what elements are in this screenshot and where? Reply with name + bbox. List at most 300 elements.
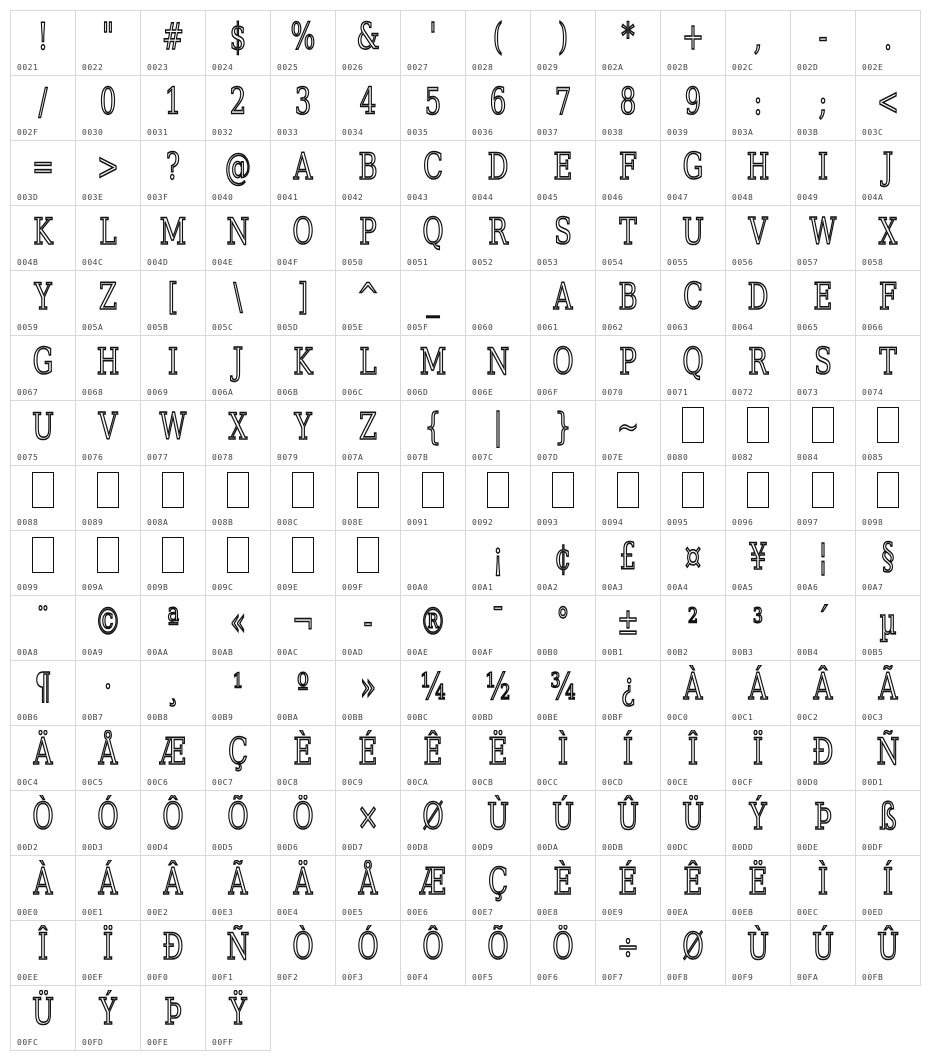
glyph-cell — [271, 661, 336, 726]
glyph-sample: Î — [687, 732, 699, 773]
glyph-code-label: 0080 — [667, 453, 689, 462]
glyph-code-label: 00C2 — [797, 713, 819, 722]
glyph-sample: ¡ — [492, 537, 504, 578]
glyph-cell — [271, 726, 336, 791]
glyph-code-label: 00E4 — [277, 908, 299, 917]
glyph-sample: ) — [557, 17, 569, 58]
glyph-code-label: 00CD — [602, 778, 624, 787]
missing-glyph-box-icon — [877, 407, 899, 443]
glyph-cell — [336, 791, 401, 856]
glyph-cell — [466, 531, 531, 596]
glyph-sample: Ï — [102, 927, 114, 968]
glyph-sample: º — [296, 667, 310, 708]
glyph-cell — [596, 336, 661, 401]
glyph-sample: ° — [556, 602, 570, 643]
glyph-sample: E — [813, 277, 833, 318]
glyph-cell — [726, 206, 791, 271]
glyph-sample: > — [97, 147, 119, 188]
glyph-sample: ' — [429, 17, 437, 58]
glyph-cell — [466, 141, 531, 206]
glyph-code-label: 00A2 — [537, 583, 559, 592]
glyph-sample: = — [32, 147, 54, 188]
glyph-sample: Y — [294, 407, 312, 448]
glyph-sample: ± — [617, 602, 639, 643]
glyph-code-label: 0023 — [147, 63, 169, 72]
glyph-code-label: 0082 — [732, 453, 754, 462]
glyph-code-label: 0061 — [537, 323, 559, 332]
glyph-cell — [726, 141, 791, 206]
glyph-sample: Ò — [292, 927, 314, 968]
glyph-cell — [271, 791, 336, 856]
glyph-sample: " — [102, 17, 114, 58]
missing-glyph-box-icon — [357, 537, 379, 573]
glyph-code-label: 0085 — [862, 453, 884, 462]
glyph-cell — [661, 336, 726, 401]
glyph-sample: Ø — [682, 927, 704, 968]
glyph-code-label: 0073 — [797, 388, 819, 397]
glyph-code-label: 00C9 — [342, 778, 364, 787]
glyph-code-label: 0036 — [472, 128, 494, 137]
glyph-cell — [401, 141, 466, 206]
glyph-code-label: 00AF — [472, 648, 494, 657]
glyph-sample: D — [487, 147, 509, 188]
glyph-code-label: 0066 — [862, 323, 884, 332]
glyph-code-label: 0091 — [407, 518, 429, 527]
glyph-cell — [531, 661, 596, 726]
glyph-code-label: 00F6 — [537, 973, 559, 982]
glyph-cell — [726, 726, 791, 791]
glyph-code-label: 00B6 — [17, 713, 39, 722]
missing-glyph-box-icon — [292, 472, 314, 508]
glyph-sample: O — [292, 212, 314, 253]
glyph-sample: Ã — [878, 667, 898, 708]
glyph-code-label: 00C8 — [277, 778, 299, 787]
glyph-sample: P — [359, 212, 377, 253]
glyph-sample: Æ — [420, 862, 446, 903]
glyph-cell — [856, 271, 921, 336]
glyph-code-label: 00E3 — [212, 908, 234, 917]
glyph-cell — [726, 336, 791, 401]
glyph-code-label: 0072 — [732, 388, 754, 397]
glyph-sample: ¶ — [34, 667, 52, 708]
glyph-sample: ] — [297, 277, 309, 318]
glyph-cell — [11, 11, 76, 76]
glyph-sample: | — [493, 407, 503, 448]
glyph-code-label: 004A — [862, 193, 884, 202]
glyph-sample: { — [424, 407, 442, 448]
glyph-sample: P — [619, 342, 637, 383]
glyph-sample: Q — [422, 212, 444, 253]
glyph-cell — [401, 596, 466, 661]
glyph-sample: ¹ — [232, 667, 244, 708]
glyph-code-label: 00C7 — [212, 778, 234, 787]
glyph-cell — [11, 921, 76, 986]
glyph-sample: [ — [167, 277, 179, 318]
glyph-code-label: 00D1 — [862, 778, 884, 787]
glyph-code-label: 00BF — [602, 713, 624, 722]
glyph-code-label: 0039 — [667, 128, 689, 137]
glyph-code-label: 0058 — [862, 258, 884, 267]
glyph-code-label: 0070 — [602, 388, 624, 397]
glyph-sample: Á — [748, 667, 768, 708]
glyph-cell — [856, 856, 921, 921]
missing-glyph-box-icon — [812, 407, 834, 443]
glyph-cell — [76, 11, 141, 76]
glyph-cell — [596, 141, 661, 206]
glyph-sample: W — [159, 407, 187, 448]
glyph-cell — [206, 76, 271, 141]
glyph-sample: » — [360, 667, 376, 708]
glyph-cell — [11, 141, 76, 206]
glyph-sample: G — [32, 342, 54, 383]
glyph-sample: M — [419, 342, 447, 383]
glyph-sample: Ä — [33, 732, 53, 773]
glyph-code-label: 00B8 — [147, 713, 169, 722]
glyph-sample: Z — [358, 407, 377, 448]
glyph-sample: < — [877, 82, 899, 123]
glyph-code-label: 007B — [407, 453, 429, 462]
glyph-code-label: 007C — [472, 453, 494, 462]
glyph-sample: § — [881, 537, 895, 578]
glyph-code-label: 00B1 — [602, 648, 624, 657]
glyph-cell — [271, 336, 336, 401]
glyph-cell — [336, 596, 401, 661]
glyph-cell — [661, 271, 726, 336]
glyph-cell — [206, 986, 271, 1051]
glyph-cell — [401, 11, 466, 76]
glyph-cell — [726, 791, 791, 856]
glyph-cell — [11, 466, 76, 531]
glyph-sample: Ñ — [226, 927, 250, 968]
glyph-code-label: 00A4 — [667, 583, 689, 592]
glyph-code-label: 0088 — [17, 518, 39, 527]
glyph-code-label: 00F0 — [147, 973, 169, 982]
glyph-code-label: 00A9 — [82, 648, 104, 657]
glyph-cell — [11, 856, 76, 921]
glyph-code-label: 002C — [732, 63, 754, 72]
glyph-cell — [271, 921, 336, 986]
glyph-code-label: 00FF — [212, 1038, 234, 1047]
glyph-cell — [141, 401, 206, 466]
glyph-code-label: 00B7 — [82, 713, 104, 722]
glyph-sample: Ù — [747, 927, 769, 968]
glyph-sample: _ — [426, 277, 440, 318]
glyph-code-label: 00EC — [797, 908, 819, 917]
glyph-code-label: 0059 — [17, 323, 39, 332]
glyph-cell — [336, 271, 401, 336]
glyph-code-label: 00B9 — [212, 713, 234, 722]
glyph-cell — [206, 856, 271, 921]
glyph-code-label: 00E2 — [147, 908, 169, 917]
glyph-cell — [206, 11, 271, 76]
glyph-code-label: 00D9 — [472, 843, 494, 852]
glyph-cell — [726, 531, 791, 596]
glyph-cell — [11, 76, 76, 141]
glyph-code-label: 00F8 — [667, 973, 689, 982]
glyph-cell — [11, 596, 76, 661]
glyph-sample: ® — [420, 602, 446, 643]
glyph-sample: I — [167, 342, 179, 383]
glyph-cell — [596, 791, 661, 856]
glyph-sample: A — [553, 277, 573, 318]
glyph-sample: ´ — [816, 602, 830, 643]
glyph-code-label: 0028 — [472, 63, 494, 72]
glyph-cell — [531, 531, 596, 596]
glyph-code-label: 0030 — [82, 128, 104, 137]
glyph-sample: Í — [882, 862, 894, 903]
glyph-code-label: 005C — [212, 323, 234, 332]
glyph-code-label: 007D — [537, 453, 559, 462]
glyph-cell — [856, 791, 921, 856]
glyph-cell — [76, 206, 141, 271]
glyph-sample: · — [103, 667, 113, 708]
glyph-code-label: 009C — [212, 583, 234, 592]
glyph-code-label: 0040 — [212, 193, 234, 202]
glyph-code-label: 00AE — [407, 648, 429, 657]
glyph-cell — [531, 791, 596, 856]
glyph-code-label: 0057 — [797, 258, 819, 267]
glyph-sample: ¤ — [684, 537, 702, 578]
glyph-sample: C — [423, 147, 443, 188]
glyph-sample: V — [98, 407, 118, 448]
glyph-sample: Á — [98, 862, 118, 903]
glyph-cell — [791, 76, 856, 141]
glyph-cell — [791, 466, 856, 531]
glyph-code-label: 00A8 — [17, 648, 39, 657]
glyph-cell — [76, 336, 141, 401]
glyph-cell — [596, 921, 661, 986]
glyph-code-label: 003D — [17, 193, 39, 202]
glyph-cell — [141, 76, 206, 141]
glyph-code-label: 0049 — [797, 193, 819, 202]
glyph-cell — [791, 11, 856, 76]
glyph-code-label: 00E7 — [472, 908, 494, 917]
glyph-code-label: 00BB — [342, 713, 364, 722]
glyph-cell — [76, 596, 141, 661]
glyph-sample: U — [682, 212, 704, 253]
glyph-code-label: 0052 — [472, 258, 494, 267]
glyph-sample: Q — [682, 342, 704, 383]
glyph-cell — [336, 76, 401, 141]
glyph-code-label: 00DC — [667, 843, 689, 852]
glyph-code-label: 00FD — [82, 1038, 104, 1047]
missing-glyph-box-icon — [357, 472, 379, 508]
glyph-cell — [336, 531, 401, 596]
glyph-code-label: 00E8 — [537, 908, 559, 917]
glyph-sample: O — [552, 342, 574, 383]
glyph-cell — [401, 401, 466, 466]
glyph-cell — [401, 531, 466, 596]
glyph-cell — [336, 336, 401, 401]
glyph-code-label: 0075 — [17, 453, 39, 462]
glyph-cell — [596, 76, 661, 141]
glyph-cell — [11, 336, 76, 401]
glyph-sample: X — [228, 407, 248, 448]
glyph-cell — [466, 336, 531, 401]
glyph-code-label: 0044 — [472, 193, 494, 202]
glyph-sample: ¨ — [36, 602, 50, 643]
glyph-code-label: 0064 — [732, 323, 754, 332]
glyph-code-label: 0042 — [342, 193, 364, 202]
glyph-cell — [531, 726, 596, 791]
glyph-code-label: 00C1 — [732, 713, 754, 722]
glyph-sample: À — [33, 862, 53, 903]
glyph-cell — [76, 791, 141, 856]
glyph-sample: B — [618, 277, 638, 318]
glyph-sample: Ñ — [876, 732, 900, 773]
glyph-sample: Â — [813, 667, 833, 708]
glyph-sample: 0 — [99, 82, 117, 123]
glyph-sample: « — [230, 602, 246, 643]
glyph-code-label: 0032 — [212, 128, 234, 137]
glyph-cell — [596, 596, 661, 661]
glyph-code-label: 002B — [667, 63, 689, 72]
glyph-sample — [475, 273, 521, 323]
glyph-cell — [596, 206, 661, 271]
glyph-sample: 8 — [619, 82, 637, 123]
glyph-sample: Ú — [812, 927, 834, 968]
glyph-sample: } — [554, 407, 572, 448]
glyph-cell — [661, 726, 726, 791]
glyph-code-label: 005F — [407, 323, 429, 332]
glyph-code-label: 006A — [212, 388, 234, 397]
glyph-sample: & — [356, 17, 380, 58]
glyph-cell — [206, 206, 271, 271]
glyph-code-label: 0071 — [667, 388, 689, 397]
glyph-cell — [596, 661, 661, 726]
glyph-sample: ~ — [617, 407, 639, 448]
glyph-grid — [10, 10, 921, 1051]
glyph-cell — [466, 76, 531, 141]
glyph-code-label: 00EA — [667, 908, 689, 917]
glyph-cell — [661, 856, 726, 921]
glyph-cell — [76, 141, 141, 206]
glyph-code-label: 00FC — [17, 1038, 39, 1047]
glyph-code-label: 00D6 — [277, 843, 299, 852]
glyph-cell — [661, 76, 726, 141]
missing-glyph-box-icon — [32, 537, 54, 573]
glyph-cell — [661, 11, 726, 76]
glyph-cell — [336, 726, 401, 791]
glyph-cell — [596, 271, 661, 336]
glyph-sample: V — [748, 212, 768, 253]
glyph-code-label: 005B — [147, 323, 169, 332]
glyph-code-label: 0068 — [82, 388, 104, 397]
missing-glyph-box-icon — [617, 472, 639, 508]
glyph-cell — [11, 206, 76, 271]
glyph-code-label: 00A3 — [602, 583, 624, 592]
glyph-cell — [141, 921, 206, 986]
glyph-cell — [856, 11, 921, 76]
glyph-sample: Ù — [487, 797, 509, 838]
glyph-sample: Õ — [227, 797, 249, 838]
glyph-sample: ¥ — [749, 537, 767, 578]
glyph-code-label: 005A — [82, 323, 104, 332]
glyph-cell — [856, 76, 921, 141]
glyph-code-label: 00DA — [537, 843, 559, 852]
glyph-code-label: 00D3 — [82, 843, 104, 852]
glyph-code-label: 0054 — [602, 258, 624, 267]
glyph-cell — [76, 401, 141, 466]
glyph-sample: L — [359, 342, 377, 383]
glyph-cell — [661, 206, 726, 271]
glyph-code-label: 0089 — [82, 518, 104, 527]
glyph-sample: * — [621, 17, 635, 58]
glyph-code-label: 00DB — [602, 843, 624, 852]
glyph-code-label: 00F7 — [602, 973, 624, 982]
glyph-sample: Õ — [487, 927, 509, 968]
glyph-sample: ª — [166, 602, 180, 643]
glyph-sample: J — [882, 147, 894, 188]
glyph-cell — [141, 271, 206, 336]
glyph-code-label: 006C — [342, 388, 364, 397]
glyph-code-label: 00DF — [862, 843, 884, 852]
glyph-sample: Î — [37, 927, 49, 968]
glyph-cell — [466, 791, 531, 856]
glyph-cell — [661, 921, 726, 986]
glyph-cell — [466, 206, 531, 271]
glyph-cell — [856, 726, 921, 791]
glyph-code-label: 0060 — [472, 323, 494, 332]
glyph-code-label: 0051 — [407, 258, 429, 267]
glyph-sample: ( — [492, 17, 504, 58]
glyph-sample: Û — [617, 797, 639, 838]
glyph-cell — [11, 401, 76, 466]
glyph-code-label: 00BD — [472, 713, 494, 722]
glyph-sample: È — [553, 862, 573, 903]
glyph-code-label: 0022 — [82, 63, 104, 72]
glyph-code-label: 0093 — [537, 518, 559, 527]
glyph-code-label: 0067 — [17, 388, 39, 397]
glyph-code-label: 00CE — [667, 778, 689, 787]
glyph-code-label: 00FA — [797, 973, 819, 982]
glyph-cell — [726, 661, 791, 726]
glyph-code-label: 00A6 — [797, 583, 819, 592]
glyph-code-label: 002E — [862, 63, 884, 72]
glyph-cell — [531, 76, 596, 141]
glyph-sample: ½ — [485, 667, 511, 708]
glyph-sample: Ë — [488, 732, 508, 773]
glyph-sample: S — [814, 342, 832, 383]
glyph-code-label: 0062 — [602, 323, 624, 332]
glyph-cell — [661, 466, 726, 531]
glyph-cell — [791, 856, 856, 921]
glyph-code-label: 0021 — [17, 63, 39, 72]
glyph-sample: Þ — [814, 797, 832, 838]
glyph-sample: Ê — [683, 862, 703, 903]
glyph-sample: E — [553, 147, 573, 188]
glyph-cell — [791, 596, 856, 661]
glyph-sample: ³ — [752, 602, 764, 643]
glyph-sample: + — [682, 17, 704, 58]
glyph-cell — [206, 401, 271, 466]
missing-glyph-box-icon — [682, 472, 704, 508]
glyph-code-label: 00D5 — [212, 843, 234, 852]
glyph-cell — [531, 336, 596, 401]
glyph-sample: Ä — [293, 862, 313, 903]
glyph-sample: 6 — [489, 82, 507, 123]
glyph-code-label: 0092 — [472, 518, 494, 527]
glyph-code-label: 0098 — [862, 518, 884, 527]
glyph-cell — [401, 271, 466, 336]
glyph-sample: É — [618, 862, 638, 903]
glyph-code-label: 009B — [147, 583, 169, 592]
glyph-code-label: 004D — [147, 258, 169, 267]
glyph-sample: T — [879, 342, 897, 383]
glyph-code-label: 008A — [147, 518, 169, 527]
glyph-sample — [410, 533, 456, 583]
glyph-cell — [401, 76, 466, 141]
